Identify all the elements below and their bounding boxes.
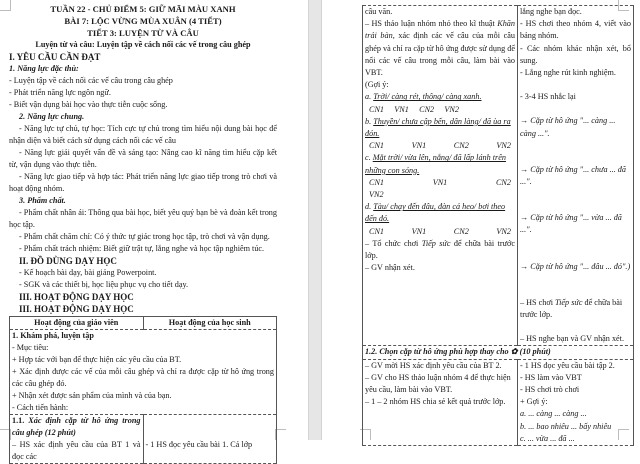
example-sentence: Trời/ càng rét, thông/ càng xanh. bbox=[373, 92, 482, 102]
hint-line: c. ... vừa ... đã ... bbox=[520, 433, 575, 443]
game-name: Tiếp sức bbox=[421, 238, 451, 248]
part1-cell bbox=[10, 330, 277, 415]
example-sentence: Thuyền/ chưa cập bến, dân làng/ đã ùa ra đón. bbox=[365, 116, 511, 139]
text-line: – GV nhận xét. bbox=[365, 263, 415, 273]
text-line: - HS làm vào VBT bbox=[520, 372, 582, 382]
text-line: – GV mời HS xác định yêu cầu của BT 2. bbox=[365, 360, 502, 370]
section-heading-activities: III. HOẠT ĐỘNG DẠY HỌC bbox=[19, 292, 134, 302]
part11-student-text: - 1 HS đọc yêu cầu bài 1. Cả lớp bbox=[145, 440, 253, 449]
student-activity-cell bbox=[518, 6, 634, 346]
text-line: – Tổ chức chơi bbox=[365, 238, 422, 248]
example-label: a. bbox=[365, 92, 374, 102]
part1-line: - Cách tiến hành: bbox=[12, 403, 69, 412]
game-name: Tiếp sức bbox=[555, 297, 583, 307]
answer-line: → Cặp từ hô ứng "... vừa ... đã ...". bbox=[520, 213, 622, 235]
part11-teacher-cell bbox=[10, 415, 144, 464]
text-line: để chữa bài trước lớp. bbox=[520, 297, 623, 320]
text-line: – HS chơi bbox=[520, 297, 556, 307]
list-item: - SGK và các thiết bị, học liệu phục vụ cho tiết dạy. bbox=[19, 280, 189, 289]
part11-number: 1.1. bbox=[12, 416, 25, 425]
part11-title: Xác định cặp từ hô ứng trong câu ghép (12 phút) bbox=[12, 416, 141, 437]
text-line: - Các nhóm khác nhận xét, bổ sung. bbox=[520, 43, 631, 65]
week-title: TUẦN 22 - CHỦ ĐIỂM 5: GIỮ MÃI MÀU XANH bbox=[50, 4, 236, 14]
example-sentence: Tàu/ chạy đến đâu, đàn cá heo/ bơi theo đến đó. bbox=[365, 202, 506, 224]
clause-labels: CN1 VN1 CN2 VN2 bbox=[369, 141, 511, 151]
right-page-content[interactable] bbox=[362, 5, 634, 446]
text-line: lắng nghe bạn đọc. bbox=[520, 7, 582, 16]
clause-label: VN2 bbox=[369, 190, 384, 200]
list-item: - Phẩm chất trách nhiệm: Biết giữ trật tự, lắng nghe và học tập nghiêm túc. bbox=[19, 244, 265, 253]
part1-line: + Hợp tác với bạn để thực hiện các yêu cầu của BT. bbox=[12, 355, 182, 364]
text-line: + Gợi ý: bbox=[520, 397, 548, 407]
document-page-right bbox=[322, 0, 640, 443]
part11-student-cell bbox=[143, 415, 277, 464]
hint-line: a. ... càng ... càng ... bbox=[520, 409, 587, 419]
text-line: – GV cho HS thảo luận nhóm 4 để thực hiện yêu cầu, làm bài vào VBT. bbox=[365, 372, 511, 395]
section-heading-objectives: I. YÊU CẦU CẦN ĐẠT bbox=[9, 52, 101, 62]
example-label: c. bbox=[365, 153, 373, 163]
list-item: - Phẩm chất nhân ái: Thông qua bài học, biết yêu quý bạn bè và đoàn kết trong học tập. bbox=[9, 208, 277, 229]
part1-title: 1. Khám phá, luyện tập bbox=[12, 331, 94, 340]
teacher-activity-cell bbox=[363, 6, 518, 346]
text-line: - HS chơi trò chơi bbox=[520, 385, 580, 395]
subheading-qualities: 3. Phẩm chất. bbox=[19, 196, 66, 205]
list-item: - Biết vận dụng bài học vào thực tiễn cuộc sống. bbox=[9, 100, 168, 109]
period-title: TIẾT 3: LUYỆN TỪ VÀ CÂU bbox=[87, 28, 199, 38]
list-item: - Năng lực giao tiếp và hợp tác: Phát triển năng lực giao tiếp trong trò chơi và hoạt động nhóm. bbox=[9, 172, 277, 193]
section-heading-activities-duplicate: III. HOẠT ĐỘNG DẠY HỌC bbox=[19, 304, 134, 314]
document-page-left bbox=[0, 0, 308, 461]
list-item: - Năng lực giải quyết vấn đề và sáng tạo: Nâng cao kĩ năng tìm hiểu cặp kết từ, vận dụng vào thực tiễn. bbox=[9, 148, 277, 169]
column-header-student: Hoạt động của học sinh bbox=[143, 317, 277, 330]
part12-title: 1.2. Chọn cặp từ hô ứng phù hợp thay cho ✿ (10 phút) bbox=[365, 347, 551, 357]
text-line: – HS nghe bạn và GV nhận xét. bbox=[520, 334, 624, 344]
list-item: - Luyện tập về cách nối các vế câu trong câu ghép bbox=[9, 76, 173, 85]
subject-title: Luyện từ và câu: Luyện tập về cách nối các vế trong câu ghép bbox=[35, 40, 251, 49]
example-sentence: Mặt trời/ vừa lên, nắng/ đã lấp lánh trên những con sóng. bbox=[365, 153, 506, 175]
section-heading-materials: II. ĐỒ DÙNG DẠY HỌC bbox=[19, 256, 117, 266]
clause-labels: CN1 VN1 CN2 VN2 bbox=[369, 226, 511, 236]
answer-line: → Cặp từ hô ứng "... chưa ... đã ...". bbox=[520, 164, 626, 187]
clause-labels: CN1 VN1 CN2 bbox=[369, 177, 511, 187]
text-line: để chữa bài trước lớp. bbox=[365, 238, 515, 261]
text-line: - 3-4 HS nhắc lại bbox=[520, 92, 576, 102]
activities-table-continued bbox=[362, 5, 634, 446]
lesson-title: BÀI 7: LỘC VỪNG MÙA XUÂN (4 TIẾT) bbox=[64, 16, 222, 26]
list-item: - Phẩm chất chăm chỉ: Có ý thức tự giác trong học tập, trò chơi và vận dụng. bbox=[19, 232, 270, 241]
example-label: d. bbox=[365, 202, 374, 212]
text-line: câu văn. bbox=[365, 7, 393, 16]
part11-teacher-text: – HS xác định yêu cầu của BT 1 và đọc các bbox=[12, 440, 141, 461]
part12-student-cell bbox=[518, 359, 634, 445]
text-line: – HS thảo luận nhóm nhỏ theo kĩ thuật bbox=[365, 19, 498, 29]
activities-table bbox=[9, 316, 277, 464]
list-item: - Kế hoạch bài dạy, bài giảng Powerpoint. bbox=[19, 268, 157, 277]
answer-line: → Cặp từ hô ứng "... càng ... càng ...". bbox=[520, 116, 616, 138]
text-line: – 1 – 2 nhóm HS chia sẻ kết quả trước lớp. bbox=[365, 397, 506, 407]
text-line: , xác định các vế câu của mỗi câu ghép và chỉ ra cặp từ hô ứng được sử dụng để nối các vế câu trong mỗi câu, làm bài vào VBT. bbox=[365, 31, 515, 78]
hint-label: (Gợi ý: bbox=[365, 80, 389, 90]
page-gutter bbox=[308, 0, 322, 440]
subheading-general-competence: 2. Năng lực chung. bbox=[19, 112, 85, 121]
technique-name: Khăn trải bàn bbox=[365, 19, 515, 41]
example-label: b. bbox=[365, 116, 374, 126]
part12-teacher-cell bbox=[363, 359, 518, 445]
part1-line: - Mục tiêu: bbox=[12, 343, 49, 352]
text-line: - Lắng nghe rút kinh nghiệm. bbox=[520, 68, 616, 78]
part12-title-cell bbox=[363, 346, 634, 359]
part1-line: + Nhận xét được sản phẩm của mình và của bạn. bbox=[12, 391, 172, 400]
list-item: - Phát triển năng lực ngôn ngữ. bbox=[9, 88, 111, 97]
left-page-content[interactable] bbox=[9, 3, 277, 464]
clause-labels: CN1 VN1 CN2 VN2 bbox=[369, 104, 459, 114]
text-line: - HS chơi theo nhóm 4, viết vào bảng nhóm. bbox=[520, 19, 631, 41]
column-header-teacher: Hoạt động của giáo viên bbox=[10, 317, 144, 330]
part1-line: + Xác định được các vế của mỗi câu ghép và chỉ ra được cặp từ hô ứng trong các câu ghép đó. bbox=[12, 367, 274, 388]
hint-line: b. ... bao nhiêu ... bấy nhiêu bbox=[520, 421, 612, 431]
subheading-specific-competence: 1. Năng lực đặc thù: bbox=[9, 64, 79, 73]
answer-line: → Cặp từ hô ứng "... đâu ... đó".) bbox=[520, 261, 631, 271]
list-item: - Năng lực tự chủ, tự học: Tích cực tự chủ trong tìm hiểu nội dung bài học để nhận diện và biết cách sử dụng cách nối các vế câu bbox=[9, 124, 277, 145]
text-line: - 1 HS đọc yêu cầu bài tập 2. bbox=[520, 360, 615, 370]
